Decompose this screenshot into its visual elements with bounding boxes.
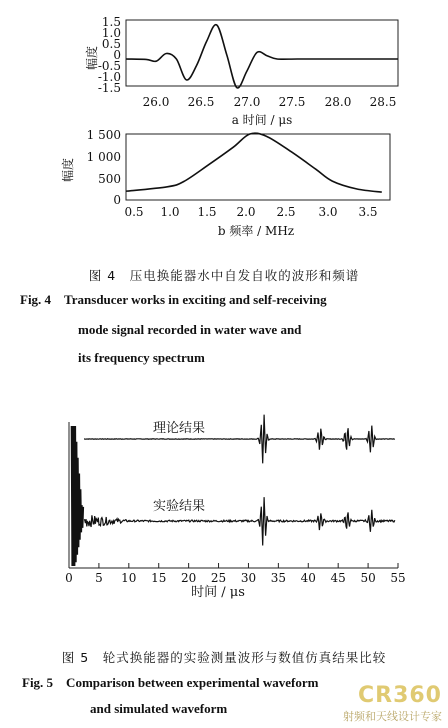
fig4a-ticks	[98, 15, 397, 109]
fig4b-xtick: 1.5	[197, 205, 217, 219]
fig5-caption-en-line1: Fig. 5 Comparison between experimental waveform	[22, 675, 319, 690]
fig5-x-tick-label: 35	[270, 571, 287, 585]
fig5-label-theory: 理论结果	[152, 421, 206, 436]
fig4-caption-en-line1: Fig. 4 Transducer works in exciting and self-receiving	[20, 292, 327, 307]
fig4b-xlabel: b 频率 / MHz	[217, 224, 295, 238]
fig4a-ytick: 0	[113, 48, 121, 62]
fig4-caption-en-line3: its frequency spectrum	[78, 350, 205, 365]
fig5-x-tick-label: 50	[360, 571, 376, 585]
fig4-caption-en-line2: mode signal recorded in water wave and	[78, 322, 302, 337]
fig4b-xtick: 3.0	[318, 205, 338, 219]
fig5-xlabel: 时间 / μs	[191, 585, 245, 600]
fig4a-waveform-line	[126, 25, 398, 88]
fig4a-xtick: 26.5	[187, 95, 215, 109]
fig4a-ylabel: 幅度	[85, 45, 99, 71]
fig4a-ytick: -0.5	[97, 59, 121, 73]
fig4b-xtick: 0.5	[124, 205, 144, 219]
fig4a-xlabel: a 时间 / μs	[231, 113, 293, 127]
fig5-caption-en-line2: and simulated waveform	[90, 701, 228, 716]
fig4b-xtick: 2.0	[236, 205, 256, 219]
fig4a-ytick: -1.5	[97, 81, 121, 95]
fig5-caption-zh: 图 5 轮式换能器的实验测量波形与数值仿真结果比较	[61, 650, 387, 665]
fig5-x-tick-label: 25	[210, 571, 227, 585]
fig5-x-tick-label: 15	[151, 571, 167, 585]
fig4a-xtick: 26.0	[142, 95, 170, 109]
fig4a-xtick: 27.5	[278, 95, 306, 109]
fig4a-ytick: -1.0	[97, 70, 121, 84]
fig4a-ytick: 0.5	[101, 37, 121, 51]
fig4a-xtick: 28.5	[369, 95, 397, 109]
fig4b-ylabel: 幅度	[61, 157, 75, 183]
watermark-logo: CR360	[357, 683, 442, 708]
fig4b-xtick: 2.5	[276, 205, 296, 219]
fig5-x-tick-label: 30	[240, 571, 257, 585]
fig5-x-tick-label: 5	[95, 571, 103, 585]
fig4b-xtick: 1.0	[160, 205, 180, 219]
fig5-initial-pulse	[71, 426, 83, 566]
fig5-x-tick-label: 20	[180, 571, 197, 585]
fig5-label-experiment: 实验结果	[152, 499, 206, 514]
fig4a-ytick: 1.5	[101, 15, 121, 29]
fig4a-xtick: 27.0	[233, 95, 261, 109]
fig5-x-ticks	[65, 563, 405, 585]
figure-4a-chart	[0, 0, 448, 140]
fig4b-ytick: 1 500	[86, 128, 121, 142]
fig4b-spectrum-line	[126, 133, 382, 192]
fig4a-ytick: 1.0	[101, 26, 121, 40]
fig4b-ytick: 0	[113, 193, 121, 207]
fig4b-xtick: 3.5	[358, 205, 378, 219]
fig4b-ytick: 1 000	[86, 150, 121, 164]
fig4b-ytick: 500	[98, 172, 121, 186]
fig5-x-tick-label: 0	[65, 571, 73, 585]
fig4a-xtick: 28.0	[324, 95, 352, 109]
fig4b-frame	[126, 134, 390, 200]
fig4-caption-zh: 图 4 压电换能器水中自发自收的波形和频谱	[88, 268, 360, 283]
fig5-x-tick-label: 55	[390, 571, 406, 585]
fig5-experiment-line	[84, 497, 395, 545]
figure-5-chart	[0, 410, 448, 610]
fig5-x-tick-label: 40	[300, 571, 316, 585]
fig5-theory-line	[84, 415, 395, 464]
fig4b-ticks	[87, 128, 378, 219]
watermark	[343, 683, 442, 724]
fig5-x-tick-label: 10	[121, 571, 137, 585]
figure-4b-chart	[0, 128, 448, 250]
fig5-x-tick-label: 45	[330, 571, 346, 585]
watermark-tagline: 射频和天线设计专家	[343, 710, 442, 723]
